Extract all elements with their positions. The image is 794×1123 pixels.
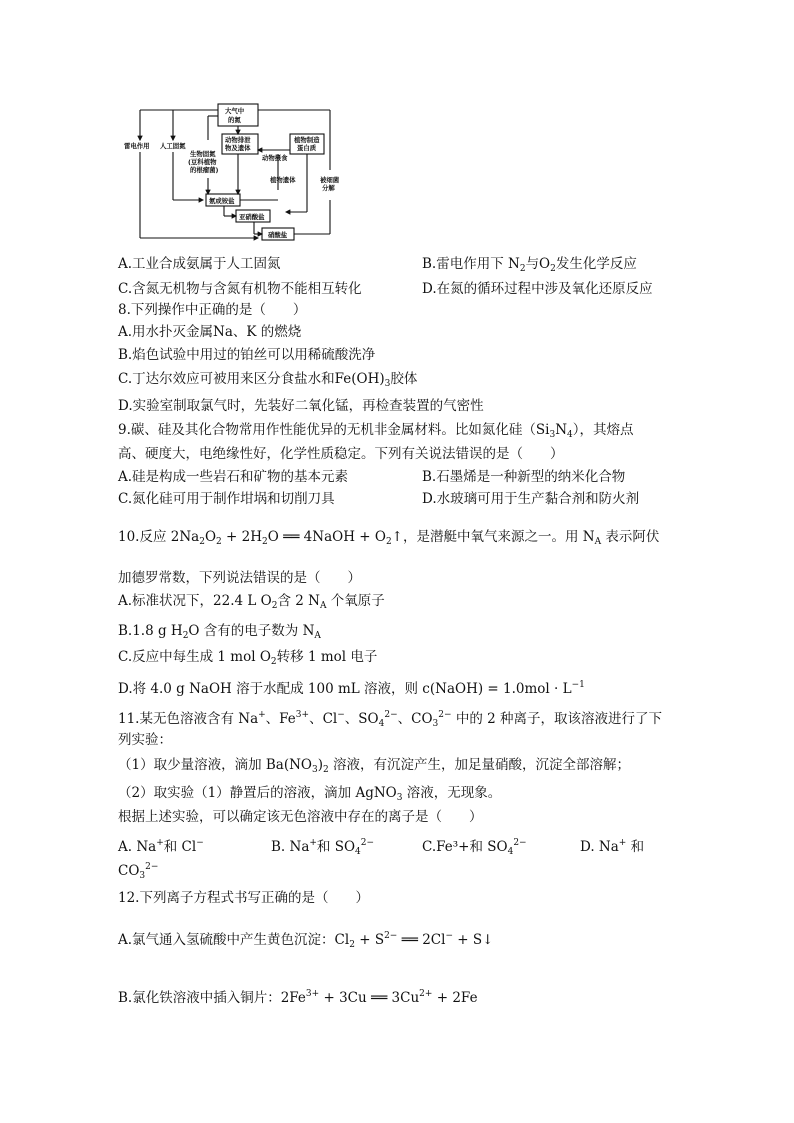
q11-e1-t3: 溶液，有沉淀产生，加足量硝酸，沉淀全部溶解； <box>328 757 631 773</box>
bio-fix-label-3: 的根瘤菌) <box>190 166 219 174</box>
q12-a-t1: A.氯气通入氢硫酸中产生黄色沉淀：Cl <box>118 932 350 948</box>
q10-s3: 2 <box>262 537 268 547</box>
q10-s2: 2 <box>216 537 222 547</box>
q12-a-t4: + S↓ <box>452 932 494 948</box>
q10-b-t2: O 含有的电子数为 N <box>188 623 315 639</box>
q10-option-b <box>118 622 321 645</box>
q8-c-sub: 3 <box>384 379 391 389</box>
q11-e1-t2: ) <box>317 757 324 773</box>
q11-d-t3: CO <box>118 863 140 879</box>
q11-d-p1: + <box>618 838 627 848</box>
q7-option-b <box>422 255 637 278</box>
q11-stem-line3: 根据上述实验，可以确定该无色溶液中存在的离子是（ ） <box>118 809 483 825</box>
q12-stem: 12.下列离子方程式书写正确的是（ ） <box>118 890 369 906</box>
q11-p3: − <box>337 710 345 720</box>
q8-c-text2: 胶体 <box>390 371 418 387</box>
atmos-label-2: 的氮 <box>228 116 241 124</box>
q10-b-s1: 2 <box>182 631 189 641</box>
plant-protein-label-1: 植物制造 <box>294 136 320 144</box>
q12-b-p1: 3+ <box>305 989 320 999</box>
animal-eat-label: 动物摄食 <box>262 154 288 162</box>
q10-a-t1: A.标准状况下，22.4 L O <box>118 593 272 609</box>
q11-t6: 中的 2 种离子，取该溶液进行了下 <box>451 711 663 727</box>
q10-t5: ↑，是潜艇中氧气来源之一。用 N <box>391 529 595 545</box>
q7-b-text3: 发生化学反应 <box>555 256 637 272</box>
artificial-label: 人工固氮 <box>160 142 186 150</box>
q12-a-t2: + S <box>354 932 385 948</box>
bio-fix-label-2: (豆科植物 <box>188 158 217 166</box>
q11-t4: 、SO <box>344 711 379 727</box>
q9-sub2: 4 <box>567 430 573 440</box>
q11-e2-t1: （2）取实验（1）静置后的溶液，滴加 AgNO <box>118 785 397 801</box>
q11-e1-s2: 2 <box>323 765 329 775</box>
q11-t2: 、Fe <box>265 711 296 727</box>
q8-stem: 8.下列操作中正确的是（ ） <box>118 302 307 318</box>
bio-fix-label-1: 生物固氮 <box>190 150 216 158</box>
q11-a-p1: + <box>156 838 164 848</box>
q11-t5: 、CO <box>397 711 433 727</box>
q11-p5: 2− <box>438 710 452 720</box>
q9-text3: ），其熔点 <box>572 422 634 438</box>
q10-option-d <box>118 676 585 698</box>
q8-option-b: B.焰色试验中用过的铂丝可以用稀硫酸洗净 <box>118 347 376 363</box>
nitrite-label: 亚硝酸盐 <box>239 213 265 221</box>
q10-t2: O <box>204 529 217 545</box>
q11-e1-s1: 3 <box>312 765 318 775</box>
q10-stem-line1 <box>118 528 659 551</box>
atmos-label-1: 大气中 <box>225 107 245 115</box>
q10-b-s2: A <box>314 631 321 641</box>
q7-option-c: C.含氮无机物与含氮有机物不能相互转化 <box>118 281 362 297</box>
q7-b-sub2: 2 <box>550 264 556 274</box>
q10-a-t3: 个氧原子 <box>326 593 385 609</box>
q11-t1: 11.某无色溶液含有 Na <box>118 711 259 727</box>
q11-b-s1: 4 <box>355 847 361 857</box>
q11-stem-line2: 列实验： <box>118 732 172 748</box>
q10-b-t1: B.1.8 g H <box>118 623 183 639</box>
q7-b-sub1: 2 <box>519 264 526 274</box>
q8-option-d: D.实验室制取氯气时，先装好二氧化锰，再检查装置的气密性 <box>118 398 484 414</box>
q10-s4: 2 <box>385 537 392 547</box>
q12-b-t2: + 3Cu ══ 3Cu <box>319 990 420 1006</box>
q8-option-c <box>118 370 417 393</box>
q11-exp2 <box>118 784 501 807</box>
q9-sub1: 3 <box>549 430 556 440</box>
q12-a-s1: 2 <box>349 940 355 950</box>
q11-option-c <box>422 834 527 861</box>
q11-c-s1: 4 <box>507 847 514 857</box>
q11-exp1 <box>118 756 630 779</box>
q11-d-p2: 2− <box>145 862 159 872</box>
q10-c-t1: C.反应中每生成 1 mol O <box>118 649 271 665</box>
q9-stem-line2: 高、硬度大，电绝缘性好，化学性质稳定。下列有关说法错误的是（ ） <box>118 446 564 462</box>
q11-d-t1: D. Na <box>580 839 619 855</box>
q9-option-d: D.水玻璃可用于生产黏合剂和防火剂 <box>422 491 640 507</box>
nitrogen-cycle-diagram <box>118 100 358 248</box>
q8-option-a: A.用水扑灭金属Na、K 的燃烧 <box>118 324 302 340</box>
q11-d-s1: 3 <box>139 871 146 881</box>
q12-a-t3: ══ 2Cl <box>397 932 446 948</box>
q9-option-a: A.硅是构成一些岩石和矿物的基本元素 <box>118 469 349 485</box>
q7-b-text1: B.雷电作用下 N <box>422 256 520 272</box>
q11-a-p2: − <box>196 838 204 848</box>
q10-t3: + 2H <box>221 529 263 545</box>
ammonium-label: 氨或铵盐 <box>209 197 235 205</box>
q8-c-text1: C.丁达尔效应可被用来区分食盐水和Fe(OH) <box>118 371 385 387</box>
q11-e2-t2: 溶液，无现象。 <box>402 785 502 801</box>
q11-b-t1: B. Na <box>271 839 310 855</box>
denitrify-label-1: 被细菌 <box>320 176 340 184</box>
q11-a-t2: 和 Cl <box>163 839 197 855</box>
q10-s1: 2 <box>199 537 205 547</box>
q7-b-text2: 与O <box>525 256 551 272</box>
q7-option-d: D.在氮的循环过程中涉及氧化还原反应 <box>422 281 653 297</box>
q12-b-p2: 2+ <box>419 989 433 999</box>
q11-c-t1: C.Fe³+和 SO <box>422 839 508 855</box>
q10-a-s1: 2 <box>271 601 278 611</box>
q12-b-t1: B.氯化铁溶液中插入铜片：2Fe <box>118 990 306 1006</box>
denitrify-label-2: 分解 <box>322 184 335 192</box>
q10-t1: 10.反应 2Na <box>118 529 200 545</box>
q12-option-b <box>118 985 478 1007</box>
q12-a-p1: 2− <box>384 931 398 941</box>
q11-p1: + <box>258 710 266 720</box>
q9-stem-line1 <box>118 421 633 444</box>
q11-d-t2: 和 <box>626 839 645 855</box>
plant-protein-label-2: 蛋白质 <box>297 144 317 152</box>
q11-stem-line1 <box>118 706 662 733</box>
q11-e2-s1: 3 <box>396 793 403 803</box>
q7-option-a: A.工业合成氨属于人工固氮 <box>118 256 281 272</box>
q11-c-p1: 2− <box>513 838 527 848</box>
q10-d-sup: −1 <box>571 680 585 690</box>
q11-option-d <box>580 834 644 856</box>
q12-b-t3: + 2Fe <box>432 990 478 1006</box>
nitrogen-cycle-svg <box>118 100 358 248</box>
q9-text1: 9.碳、硅及其化合物常用作性能优异的无机非金属材料。比如氮化硅（Si <box>118 422 550 438</box>
q11-b-p2: 2− <box>360 838 375 848</box>
q11-sb2: 3 <box>432 719 439 729</box>
q11-option-a <box>118 834 204 856</box>
lightning-label: 雷电作用 <box>124 142 150 150</box>
q12-option-a <box>118 927 493 954</box>
q9-text2: N <box>555 422 567 438</box>
q9-option-b: B.石墨烯是一种新型的纳米化合物 <box>422 469 626 485</box>
q10-s5: A <box>594 537 602 547</box>
q11-sb1: 4 <box>378 719 385 729</box>
q12-a-p2: − <box>445 931 453 941</box>
q10-option-a <box>118 592 385 615</box>
q11-option-d-line2 <box>118 858 158 885</box>
q10-d-t1: D.将 4.0 g NaOH 溶于水配成 100 mL 溶液，则 c(NaOH) = 1.0mol · L <box>118 681 572 697</box>
q11-t3: 、Cl <box>309 711 338 727</box>
q10-t6: 表示阿伏 <box>601 529 660 545</box>
q10-a-t2: 含 2 N <box>277 593 320 609</box>
q9-option-c: C.氮化硅可用于制作坩埚和切削刀具 <box>118 491 335 507</box>
q10-t4: O ══ 4NaOH + O <box>267 529 386 545</box>
q10-a-s2: A <box>319 601 327 611</box>
q11-a-t1: A. Na <box>118 839 157 855</box>
q11-p4: 2− <box>384 710 398 720</box>
q11-b-p1: + <box>309 838 317 848</box>
q11-option-b <box>271 834 374 861</box>
animal-waste-label-1: 动物排泄 <box>225 136 251 144</box>
q10-stem-line2: 加德罗常数，下列说法错误的是（ ） <box>118 570 361 586</box>
q10-c-t2: 转移 1 mol 电子 <box>276 649 378 665</box>
q11-e1-t1: （1）取少量溶液，滴加 Ba(NO <box>118 757 312 773</box>
q11-p2: 3+ <box>295 710 310 720</box>
plant-remains-label: 植物遗体 <box>270 176 296 184</box>
q11-b-t2: 和 SO <box>316 839 356 855</box>
nitrate-label: 硝酸盐 <box>268 231 288 239</box>
animal-waste-label-2: 物及遗体 <box>225 144 251 152</box>
q10-option-c <box>118 648 377 671</box>
q10-c-s1: 2 <box>270 657 277 667</box>
